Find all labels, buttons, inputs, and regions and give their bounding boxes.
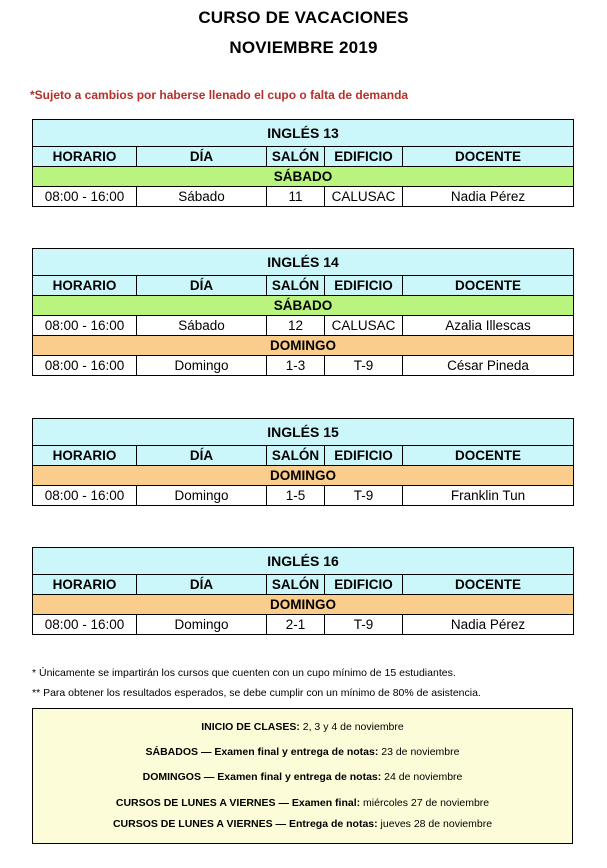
col-header-edificio: EDIFICIO: [325, 147, 403, 167]
cell-salon: 1-5: [267, 486, 325, 506]
column-header-row: [33, 446, 574, 466]
info-lv-examen-label: CURSOS DE LUNES A VIERNES — Examen final:: [115, 797, 361, 809]
info-inicio-label: INICIO DE CLASES:: [201, 721, 300, 733]
info-lv-notas: [33, 818, 572, 830]
col-header-docente: DOCENTE: [403, 575, 574, 595]
info-lv-notas-label: CURSOS DE LUNES A VIERNES — Entrega de notas:: [112, 818, 378, 830]
column-header-row: [33, 147, 574, 167]
day-group-sunday: DOMINGO: [33, 336, 574, 356]
col-header-dia: DÍA: [137, 276, 267, 296]
course-table-ingles-16: [32, 547, 574, 635]
table-row: [33, 615, 574, 635]
cell-edificio: T-9: [325, 356, 403, 376]
cell-dia: Domingo: [137, 356, 267, 376]
table-row: [33, 486, 574, 506]
cell-docente: César Pineda: [403, 356, 574, 376]
col-header-edificio: EDIFICIO: [325, 575, 403, 595]
dates-info-box: [32, 708, 573, 844]
cell-dia: Sábado: [137, 187, 267, 207]
col-header-horario: HORARIO: [33, 575, 137, 595]
course-title: INGLÉS 13: [33, 120, 574, 147]
cell-dia: Sábado: [137, 316, 267, 336]
col-header-docente: DOCENTE: [403, 147, 574, 167]
info-inicio-clases: [33, 721, 572, 733]
day-group-saturday: SÁBADO: [33, 167, 574, 187]
cell-dia: Domingo: [137, 486, 267, 506]
cell-docente: Nadia Pérez: [403, 615, 574, 635]
cell-edificio: T-9: [325, 615, 403, 635]
page-title-line1: CURSO DE VACACIONES: [198, 8, 409, 27]
course-table-ingles-13: [32, 119, 574, 207]
column-header-row: [33, 276, 574, 296]
col-header-dia: DÍA: [137, 575, 267, 595]
cell-horario: 08:00 - 16:00: [33, 187, 137, 207]
day-group-sunday: DOMINGO: [33, 595, 574, 615]
cell-salon: 2-1: [267, 615, 325, 635]
col-header-edificio: EDIFICIO: [325, 276, 403, 296]
col-header-horario: HORARIO: [33, 446, 137, 466]
notice-text: *Sujeto a cambios por haberse llenado el cupo o falta de demanda: [30, 88, 409, 102]
course-title: INGLÉS 15: [33, 419, 574, 446]
col-header-horario: HORARIO: [33, 147, 137, 167]
cell-salon: 1-3: [267, 356, 325, 376]
course-title: INGLÉS 14: [33, 249, 574, 276]
cell-docente: Azalia Illescas: [403, 316, 574, 336]
col-header-dia: DÍA: [137, 147, 267, 167]
cell-salon: 11: [267, 187, 325, 207]
course-title: INGLÉS 16: [33, 548, 574, 575]
day-group-sunday: DOMINGO: [33, 466, 574, 486]
col-header-dia: DÍA: [137, 446, 267, 466]
cell-edificio: CALUSAC: [325, 316, 403, 336]
info-domingos: [33, 771, 572, 783]
course-table-ingles-14: [32, 248, 574, 376]
cell-horario: 08:00 - 16:00: [33, 615, 137, 635]
footnote-cupo: * Únicamente se impartirán los cursos que cuenten con un cupo mínimo de 15 estudiantes.: [32, 667, 456, 679]
table-row: [33, 187, 574, 207]
info-domingos-value: 24 de noviembre: [381, 771, 463, 783]
table-row: [33, 356, 574, 376]
info-lv-examen-value: miércoles 27 de noviembre: [360, 797, 490, 809]
cell-horario: 08:00 - 16:00: [33, 486, 137, 506]
info-sabados: [33, 746, 572, 758]
cell-horario: 08:00 - 16:00: [33, 316, 137, 336]
day-group-saturday: SÁBADO: [33, 296, 574, 316]
col-header-docente: DOCENTE: [403, 276, 574, 296]
cell-edificio: T-9: [325, 486, 403, 506]
cell-horario: 08:00 - 16:00: [33, 356, 137, 376]
page-title-line2: NOVIEMBRE 2019: [229, 38, 378, 57]
col-header-edificio: EDIFICIO: [325, 446, 403, 466]
info-lv-notas-value: jueves 28 de noviembre: [377, 818, 493, 830]
info-inicio-value: 2, 3 y 4 de noviembre: [299, 721, 404, 733]
table-row: [33, 316, 574, 336]
col-header-horario: HORARIO: [33, 276, 137, 296]
course-table-ingles-15: [32, 418, 574, 506]
info-sabados-value: 23 de noviembre: [378, 746, 460, 758]
col-header-salon: SALÓN: [267, 276, 325, 296]
column-header-row: [33, 575, 574, 595]
col-header-salon: SALÓN: [267, 446, 325, 466]
info-lv-examen: [33, 797, 572, 809]
cell-docente: Franklin Tun: [403, 486, 574, 506]
cell-docente: Nadia Pérez: [403, 187, 574, 207]
col-header-docente: DOCENTE: [403, 446, 574, 466]
col-header-salon: SALÓN: [267, 147, 325, 167]
info-domingos-label: DOMINGOS — Examen final y entrega de notas:: [142, 771, 382, 783]
cell-dia: Domingo: [137, 615, 267, 635]
cell-salon: 12: [267, 316, 325, 336]
footnote-asistencia: ** Para obtener los resultados esperados, se debe cumplir con un mínimo de 80% de asistencia.: [32, 687, 481, 699]
cell-edificio: CALUSAC: [325, 187, 403, 207]
col-header-salon: SALÓN: [267, 575, 325, 595]
info-sabados-label: SÁBADOS — Examen final y entrega de notas:: [145, 746, 379, 758]
